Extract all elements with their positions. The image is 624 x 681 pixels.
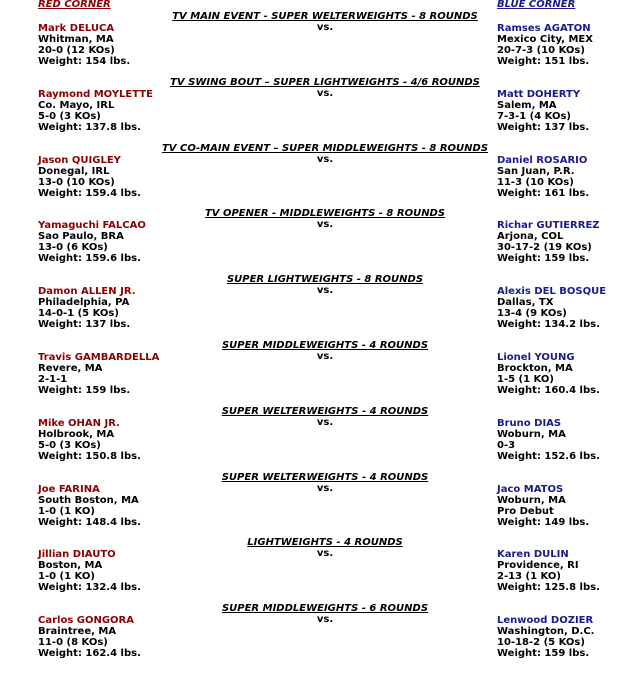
red-fighter-hometown: Philadelphia, PA [38,297,130,309]
blue-fighter-record: 2-13 (1 KO) [497,571,561,583]
vs-label: vs. [316,285,334,297]
bout-title: TV MAIN EVENT - SUPER WELTERWEIGHTS - 8 ROUNDS [172,11,478,22]
blue-fighter-weight: Weight: 134.2 lbs. [497,319,600,331]
bout-title: TV OPENER - MIDDLEWEIGHTS - 8 ROUNDS [204,208,446,220]
red-fighter-record: 1-0 (1 KO) [38,571,95,583]
blue-fighter-weight: Weight: 149 lbs. [497,516,590,528]
blue-fighter-hometown: Mexico City, MEX [497,34,593,45]
blue-fighter-record: 20-7-3 (10 KOs) [497,45,585,56]
red-corner-fighter [38,220,146,264]
red-corner-fighter [38,155,141,199]
blue-fighter-record: 7-3-1 (4 KOs) [497,110,571,122]
red-fighter-hometown: Braintree, MA [38,626,117,638]
red-fighter-hometown: Boston, MA [38,560,103,572]
blue-fighter-weight: Weight: 159 lbs. [497,253,590,265]
blue-fighter-record: 10-18-2 (5 KOs) [497,637,585,649]
bout-title: SUPER WELTERWEIGHTS - 4 ROUNDS [221,471,429,483]
blue-fighter-record: 11-3 (10 KOs) [497,176,574,188]
bout-info [160,406,490,428]
red-fighter-record: 2-1-1 [38,374,68,385]
red-fighter-weight: Weight: 159 lbs. [38,385,131,396]
red-fighter-name: Carlos GONGORA [38,615,134,627]
bout-title: SUPER MIDDLEWEIGHTS - 4 ROUNDS [221,340,429,351]
red-fighter-weight: Weight: 148.4 lbs. [38,516,141,528]
red-fighter-weight: Weight: 162.4 lbs. [38,648,141,660]
red-fighter-hometown: Sao Paulo, BRA [38,231,124,243]
blue-fighter-name: Matt DOHERTY [497,88,581,100]
red-corner-fighter [38,352,159,396]
blue-fighter-hometown: Salem, MA [497,99,557,111]
vs-label: vs. [316,153,334,165]
bout-title: LIGHTWEIGHTS - 4 ROUNDS [247,537,403,549]
red-fighter-weight: Weight: 150.8 lbs. [38,450,141,462]
red-fighter-hometown: Donegal, IRL [38,165,110,177]
red-fighter-hometown: Holbrook, MA [38,428,115,440]
blue-corner-header: BLUE CORNER [497,0,576,10]
bout-info [160,603,490,625]
red-fighter-weight: Weight: 137 lbs. [38,319,131,331]
blue-fighter-weight: Weight: 160.4 lbs. [497,385,600,396]
blue-fighter-name: Ramses AGATON [497,23,591,34]
blue-fighter-weight: Weight: 137 lbs. [497,121,590,133]
red-corner-fighter [38,23,130,67]
bout-info [160,274,490,296]
blue-fighter-name: Alexis DEL BOSQUE [497,286,607,298]
blue-fighter-record: 30-17-2 (19 KOs) [497,242,592,254]
bout-row [0,603,624,681]
red-fighter-name: Damon ALLEN JR. [38,286,136,298]
vs-label: vs. [316,548,334,560]
bout-info [160,77,490,99]
blue-fighter-hometown: San Juan, P.R. [497,165,575,177]
red-fighter-record: 5-0 (3 KOs) [38,439,101,451]
blue-fighter-record: 1-5 (1 KO) [497,374,554,385]
red-corner-fighter [38,89,153,133]
blue-fighter-weight: Weight: 161 lbs. [497,187,590,199]
red-fighter-weight: Weight: 137.8 lbs. [38,121,141,133]
bout-title: TV CO-MAIN EVENT – SUPER MIDDLEWEIGHTS - 8 ROUNDS [161,142,489,154]
red-fighter-record: 11-0 (8 KOs) [38,637,108,649]
vs-label: vs. [316,22,334,33]
blue-fighter-hometown: Arjona, COL [497,231,564,243]
blue-fighter-hometown: Dallas, TX [497,297,554,309]
bout-info [160,340,490,362]
blue-corner-fighter [497,286,606,330]
red-corner-fighter [38,484,141,528]
bout-title: TV SWING BOUT – SUPER LIGHTWEIGHTS - 4/6 ROUNDS [170,76,480,88]
bout-info [160,11,490,33]
bout-info [160,472,490,494]
red-fighter-weight: Weight: 132.4 lbs. [38,582,141,594]
vs-label: vs. [316,87,334,99]
blue-fighter-record: 13-4 (9 KOs) [497,308,567,320]
bout-info [160,143,490,165]
bout-title: SUPER MIDDLEWEIGHTS - 6 ROUNDS [221,603,429,615]
bout-title: SUPER LIGHTWEIGHTS - 8 ROUNDS [226,274,424,286]
blue-fighter-hometown: Brockton, MA [497,363,573,374]
vs-label: vs. [316,482,334,494]
red-corner-fighter [38,615,141,659]
red-fighter-name: Jason QUIGLEY [38,154,121,166]
red-fighter-name: Yamaguchi FALCAO [38,220,146,232]
blue-corner-fighter [497,352,600,396]
vs-label: vs. [316,416,334,428]
blue-fighter-hometown: Washington, D.C. [497,626,595,638]
blue-corner-fighter [497,23,593,67]
blue-fighter-hometown: Providence, RI [497,560,579,572]
red-fighter-name: Mike OHAN JR. [38,417,120,429]
red-fighter-weight: Weight: 159.6 lbs. [38,253,141,265]
red-corner-header: RED CORNER [38,0,111,10]
red-fighter-weight: Weight: 154 lbs. [38,56,131,67]
red-fighter-record: 20-0 (12 KOs) [38,45,115,56]
red-fighter-name: Raymond MOYLETTE [38,88,153,100]
red-fighter-name: Jillian DIAUTO [38,549,116,561]
blue-fighter-name: Bruno DIAS [497,417,562,429]
red-corner-fighter [38,549,141,593]
blue-fighter-weight: Weight: 151 lbs. [497,56,590,67]
red-fighter-hometown: South Boston, MA [38,494,139,506]
red-corner-fighter [38,286,136,330]
red-fighter-record: 5-0 (3 KOs) [38,110,101,122]
red-fighter-hometown: Revere, MA [38,363,103,374]
blue-fighter-weight: Weight: 152.6 lbs. [497,450,600,462]
blue-fighter-name: Karen DULIN [497,549,569,561]
blue-fighter-weight: Weight: 159 lbs. [497,648,590,660]
blue-fighter-name: Daniel ROSARIO [497,154,588,166]
blue-fighter-name: Richar GUTIERREZ [497,220,600,232]
bout-title: SUPER WELTERWEIGHTS - 4 ROUNDS [221,405,429,417]
bout-info [160,537,490,559]
blue-fighter-name: Lionel YOUNG [497,352,575,363]
red-fighter-record: 14-0-1 (5 KOs) [38,308,119,320]
red-fighter-weight: Weight: 159.4 lbs. [38,187,141,199]
blue-corner-fighter [497,484,589,528]
blue-fighter-hometown: Woburn, MA [497,428,566,440]
blue-fighter-record: Pro Debut [497,505,554,517]
blue-corner-fighter [497,549,600,593]
red-fighter-hometown: Co. Mayo, IRL [38,99,115,111]
vs-label: vs. [316,351,334,362]
red-fighter-record: 13-0 (10 KOs) [38,176,115,188]
vs-label: vs. [316,219,334,231]
red-fighter-hometown: Whitman, MA [38,34,114,45]
vs-label: vs. [316,614,334,626]
red-fighter-record: 1-0 (1 KO) [38,505,95,517]
red-fighter-name: Mark DELUCA [38,23,115,34]
blue-corner-fighter [497,89,589,133]
red-fighter-name: Joe FARINA [38,483,100,495]
red-fighter-name: Travis GAMBARDELLA [38,352,160,363]
blue-fighter-weight: Weight: 125.8 lbs. [497,582,600,594]
blue-fighter-name: Lenwood DOZIER [497,615,594,627]
blue-corner-fighter [497,220,600,264]
blue-corner-fighter [497,418,600,462]
blue-fighter-name: Jaco MATOS [497,483,564,495]
red-fighter-record: 13-0 (6 KOs) [38,242,108,254]
bout-info [160,208,490,230]
blue-corner-fighter [497,155,589,199]
blue-corner-fighter [497,615,595,659]
blue-fighter-hometown: Woburn, MA [497,494,566,506]
red-corner-fighter [38,418,141,462]
blue-fighter-record: 0-3 [497,439,516,451]
